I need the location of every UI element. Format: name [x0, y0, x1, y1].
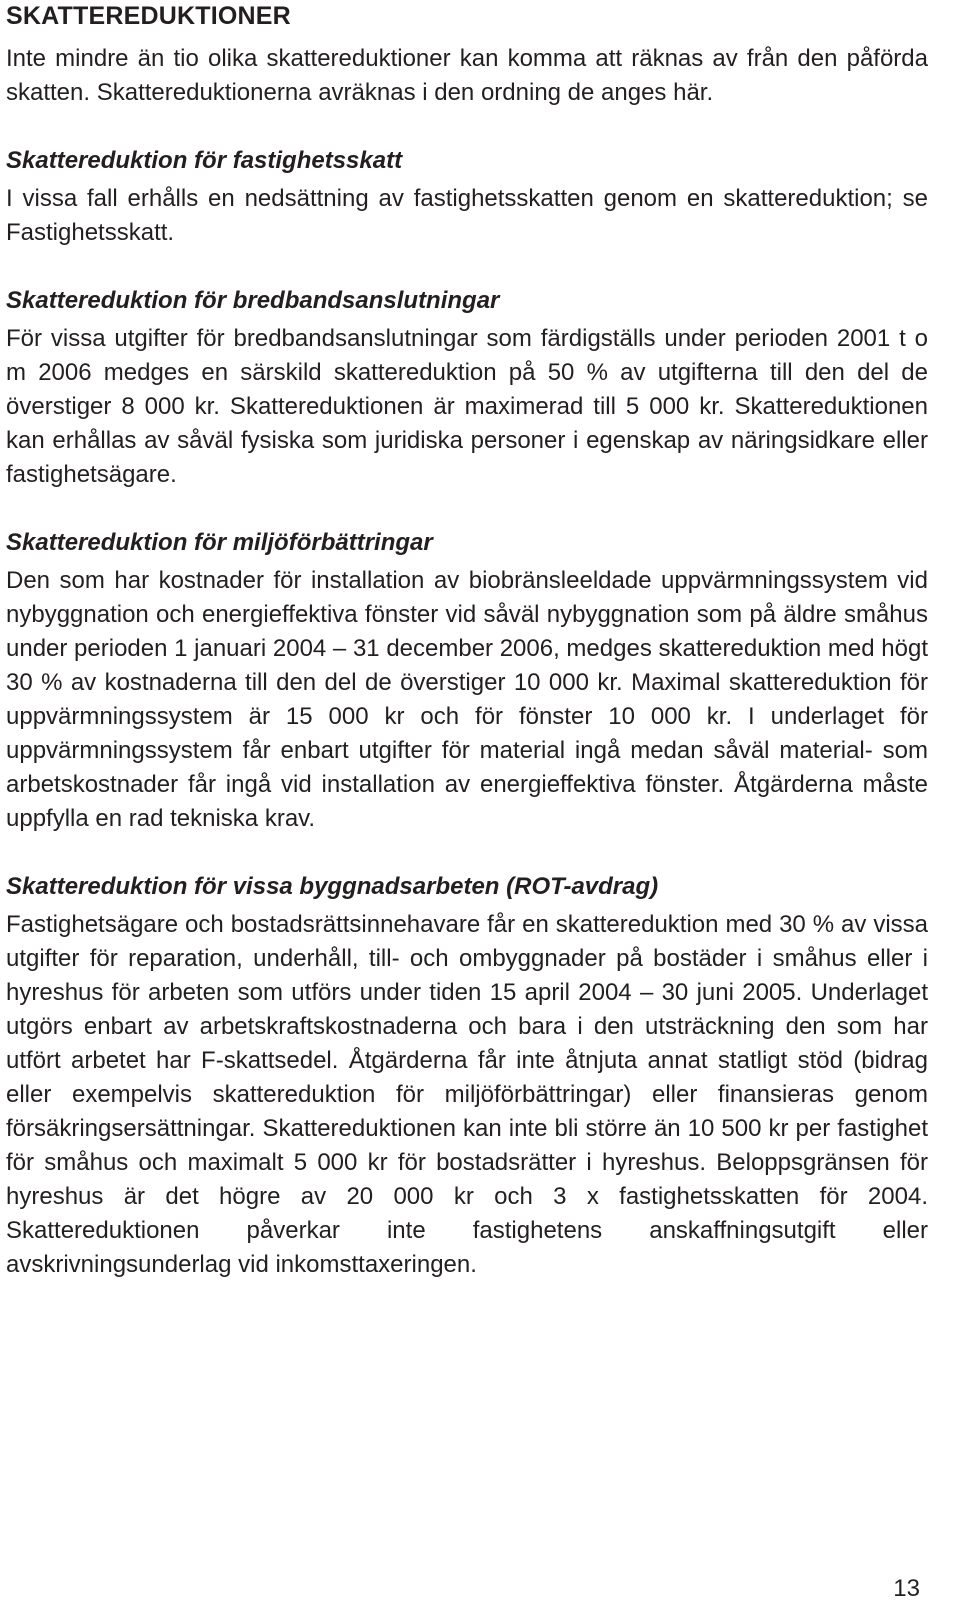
section-body: I vissa fall erhålls en nedsättning av fastighetsskatten genom en skattereduktion; se Fastighetsskatt. — [6, 185, 928, 246]
section-title: Skattereduktion för fastighetsskatt — [6, 147, 403, 174]
section-rot-avdrag — [6, 870, 928, 1282]
page-number: 13 — [893, 1575, 920, 1602]
page-heading: SKATTEREDUKTIONER — [6, 2, 291, 30]
document-page — [6, 0, 928, 1282]
section-title: Skattereduktion för miljöförbättringar — [6, 529, 433, 556]
section-body: Den som har kostnader för installation av biobränsleeldade uppvärmningssystem vid nybyggnation och energieffektiva fönster vid såväl nybyggnation som på äldre småhus under perioden 1 januari 2004 – 31 december 2006, medges skattereduktion med högt 30 % av kostnaderna till den del de överstiger 10 000 kr. Maximal skattereduktion för uppvärmningssystem är 15 000 kr och för fönster 10 000 kr. I underlaget för uppvärmningssystem får enbart utgifter för material ingå medan såväl material- som arbetskostnader får ingå vid installation av energieffektiva fönster. Åtgärderna måste uppfylla en rad tekniska krav. — [6, 567, 928, 832]
intro-paragraph: Inte mindre än tio olika skattereduktioner kan komma att räknas av från den påförda skatten. Skattereduktionerna avräknas i den ordning de anges här. — [6, 45, 928, 106]
section-title: Skattereduktion för vissa byggnadsarbeten (ROT-avdrag) — [6, 873, 659, 900]
section-title: Skattereduktion för bredbandsanslutningar — [6, 287, 500, 314]
section-fastighetsskatt — [6, 144, 928, 250]
section-body: Fastighetsägare och bostadsrättsinnehavare får en skattereduktion med 30 % av vissa utgifter för reparation, underhåll, till- och ombyggnader på bostäder i småhus eller i hyreshus för arbeten som utförs under tiden 15 april 2004 – 30 juni 2005. Underlaget utgörs enbart av arbetskraftskostnaderna och bara i den utsträckning den som har utfört arbetet har F-skattsedel. Åtgärderna får inte åtnjuta annat statligt stöd (bidrag eller exempelvis skattereduktion för miljöförbättringar) eller finansieras genom försäkringsersättningar. Skattereduktionen kan inte bli större än 10 500 kr per fastighet för småhus och maximalt 5 000 kr för bostadsrätter i hyreshus. Beloppsgränsen för hyreshus är det högre av 20 000 kr och 3 x fastighetsskatten för 2004. Skattereduktionen påverkar inte fastighetens anskaffningsutgift eller avskrivningsunderlag vid inkomsttaxeringen. — [6, 911, 928, 1278]
section-body: För vissa utgifter för bredbandsanslutningar som färdigställs under perioden 2001 t o m 2006 medges en särskild skattereduktion på 50 % av utgifterna till den del de överstiger 8 000 kr. Skattereduktionen är maximerad till 5 000 kr. Skattereduktionen kan erhållas av såväl fysiska som juridiska personer i egenskap av näringsidkare eller fastighetsägare. — [6, 325, 928, 488]
section-miljoforbattringar — [6, 526, 928, 836]
section-bredband — [6, 284, 928, 492]
